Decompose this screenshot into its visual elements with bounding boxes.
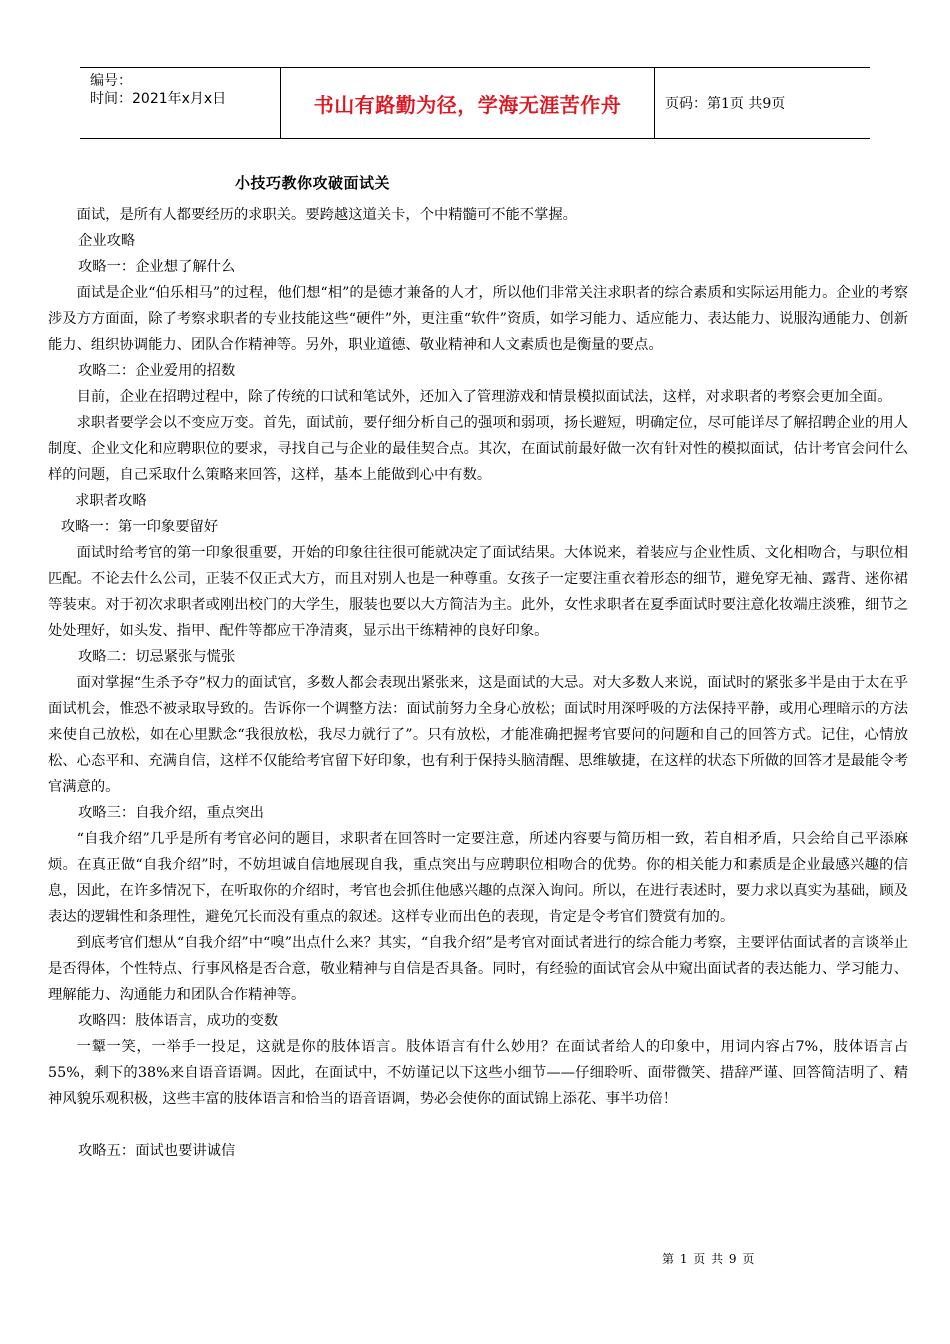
paragraph: 面试时给考官的第一印象很重要，开始的印象往往很可能就决定了面试结果。大体说来，着装应与企业性质、文化相吻合，与职位相匹配。不论去什么公司，正装不仅正式大方，而且对别人也是一种尊重。女孩子一定要注重衣着形态的细节，避免穿无袖、露背、迷你裙等装束。对于初次求职者或刚出校门的大学生，服装也要以大方简洁为主。此外，女性求职者在夏季面试时要注意化妆端庄淡雅，细节之处处理好，如头发、指甲、配件等都应干净清爽，显示出干练精神的良好印象。 <box>48 545 908 639</box>
strategy-heading: 攻略三：自我介绍，重点突出 <box>78 805 264 821</box>
strategy-heading: 攻略四：肢体语言，成功的变数 <box>78 1013 279 1029</box>
page-footer: 第 1 页 共 9 页 <box>662 1252 756 1266</box>
header-page-cell <box>655 68 870 138</box>
strategy-heading: 攻略二：切忌紧张与慌张 <box>78 649 236 665</box>
section-heading-jobseeker: 求职者攻略 <box>75 493 147 509</box>
spacer <box>48 1112 908 1138</box>
strategy-heading: 攻略二：企业爱用的招数 <box>78 363 236 379</box>
number-label: 编号： <box>90 73 132 89</box>
strategy-heading: 攻略五：面试也要讲诚信 <box>78 1143 236 1159</box>
paragraph: “自我介绍”几乎是所有考官必问的题目，求职者在回答时一定要注意，所述内容要与简历相一致，若自相矛盾，只会给自己平添麻烦。在真正做“自我介绍”时，不妨坦诚自信地展现自我，重点突出与应聘职位相吻合的优势。你的相关能力和素质是企业最感兴趣的信息，因此，在许多情况下，在听取你的介绍时，考官也会抓住他感兴趣的点深入询问。所以，在进行表述时，要力求以真实为基础，顾及表达的逻辑性和条理性，避免冗长而没有重点的叙述。这样专业而出色的表现，肯定是令考官们赞赏有加的。 <box>48 831 908 925</box>
motto: 书山有路勤为径，学海无涯苦作舟 <box>313 92 622 117</box>
header-motto-cell <box>280 68 655 138</box>
time-label: 时间：2021年x月x日 <box>90 91 227 107</box>
paragraph: 一颦一笑，一举手一投足，这就是你的肢体语言。肢体语言有什么妙用？在面试者给人的印象中，用词内容占7%，肢体语言占55%，剩下的38%来自语音语调。因此，在面试中，不妨谨记以下这些小细节——仔细聆听、面带微笑、措辞严谨、回答简洁明了、精神风貌乐观积极，这些丰富的肢体语言和恰当的语音语调，势必会使你的面试锦上添花、事半功倍！ <box>48 1039 908 1107</box>
document-title: 小技巧教你攻破面试关 <box>235 174 391 192</box>
document-header <box>80 67 870 139</box>
intro-paragraph: 面试，是所有人都要经历的求职关。要跨越这道关卡，个中精髓可不能不掌握。 <box>76 207 577 223</box>
header-page-label: 页码：第1页 共9页 <box>665 96 786 112</box>
strategy-heading: 攻略一：第一印象要留好 <box>60 519 219 535</box>
document-body <box>48 202 908 1164</box>
paragraph: 面试是企业“伯乐相马”的过程，他们想“相”的是德才兼备的人才，所以他们非常关注求职者的综合素质和实际运用能力。企业的考察涉及方方面面，除了考察求职者的专业技能这些“硬件”外，更注重“软件”资质，如学习能力、适应能力、表达能力、说服沟通能力、创新能力、组织协调能力、团队合作精神等。另外，职业道德、敬业精神和人文素质也是衡量的要点。 <box>48 285 908 353</box>
paragraph: 到底考官们想从“自我介绍”中“嗅”出点什么来？其实，“自我介绍”是考官对面试者进行的综合能力考察，主要评估面试者的言谈举止是否得体，个性特点、行事风格是否合意，敬业精神与自信是否具备。同时，有经验的面试官会从中窥出面试者的表达能力、学习能力、理解能力、沟通能力和团队合作精神等。 <box>48 935 908 1003</box>
paragraph: 面对掌握“生杀予夺”权力的面试官，多数人都会表现出紧张来，这是面试的大忌。对大多数人来说，面试时的紧张多半是由于太在乎面试机会，惟恐不被录取导致的。告诉你一个调整方法：面试前努力全身心放松；面试时用深呼吸的方法保持平静，或用心理暗示的方法来使自己放松，如在心里默念“我很放松，我尽力就行了”。只有放松，才能准确把握考官要问的问题和自己的回答方式。记住，心情放松、心态平和、充满自信，这样不仅能给考官留下好印象，也有利于保持头脑清醒、思维敏捷，在这样的状态下所做的回答才是最能令考官满意的。 <box>48 675 908 795</box>
strategy-heading: 攻略一：企业想了解什么 <box>78 259 236 275</box>
paragraph: 目前，企业在招聘过程中，除了传统的口试和笔试外，还加入了管理游戏和情景模拟面试法，这样，对求职者的考察会更加全面。 <box>76 389 892 405</box>
header-meta <box>80 68 280 138</box>
paragraph: 求职者要学会以不变应万变。首先，面试前，要仔细分析自己的强项和弱项，扬长避短，明确定位，尽可能详尽了解招聘企业的用人制度、企业文化和应聘职位的要求，寻找自己与企业的最佳契合点。其次，在面试前最好做一次有针对性的模拟面试，估计考官会问什么样的问题，自己采取什么策略来回答，这样，基本上能做到心中有数。 <box>48 415 908 483</box>
section-heading-enterprise: 企业攻略 <box>78 233 136 249</box>
